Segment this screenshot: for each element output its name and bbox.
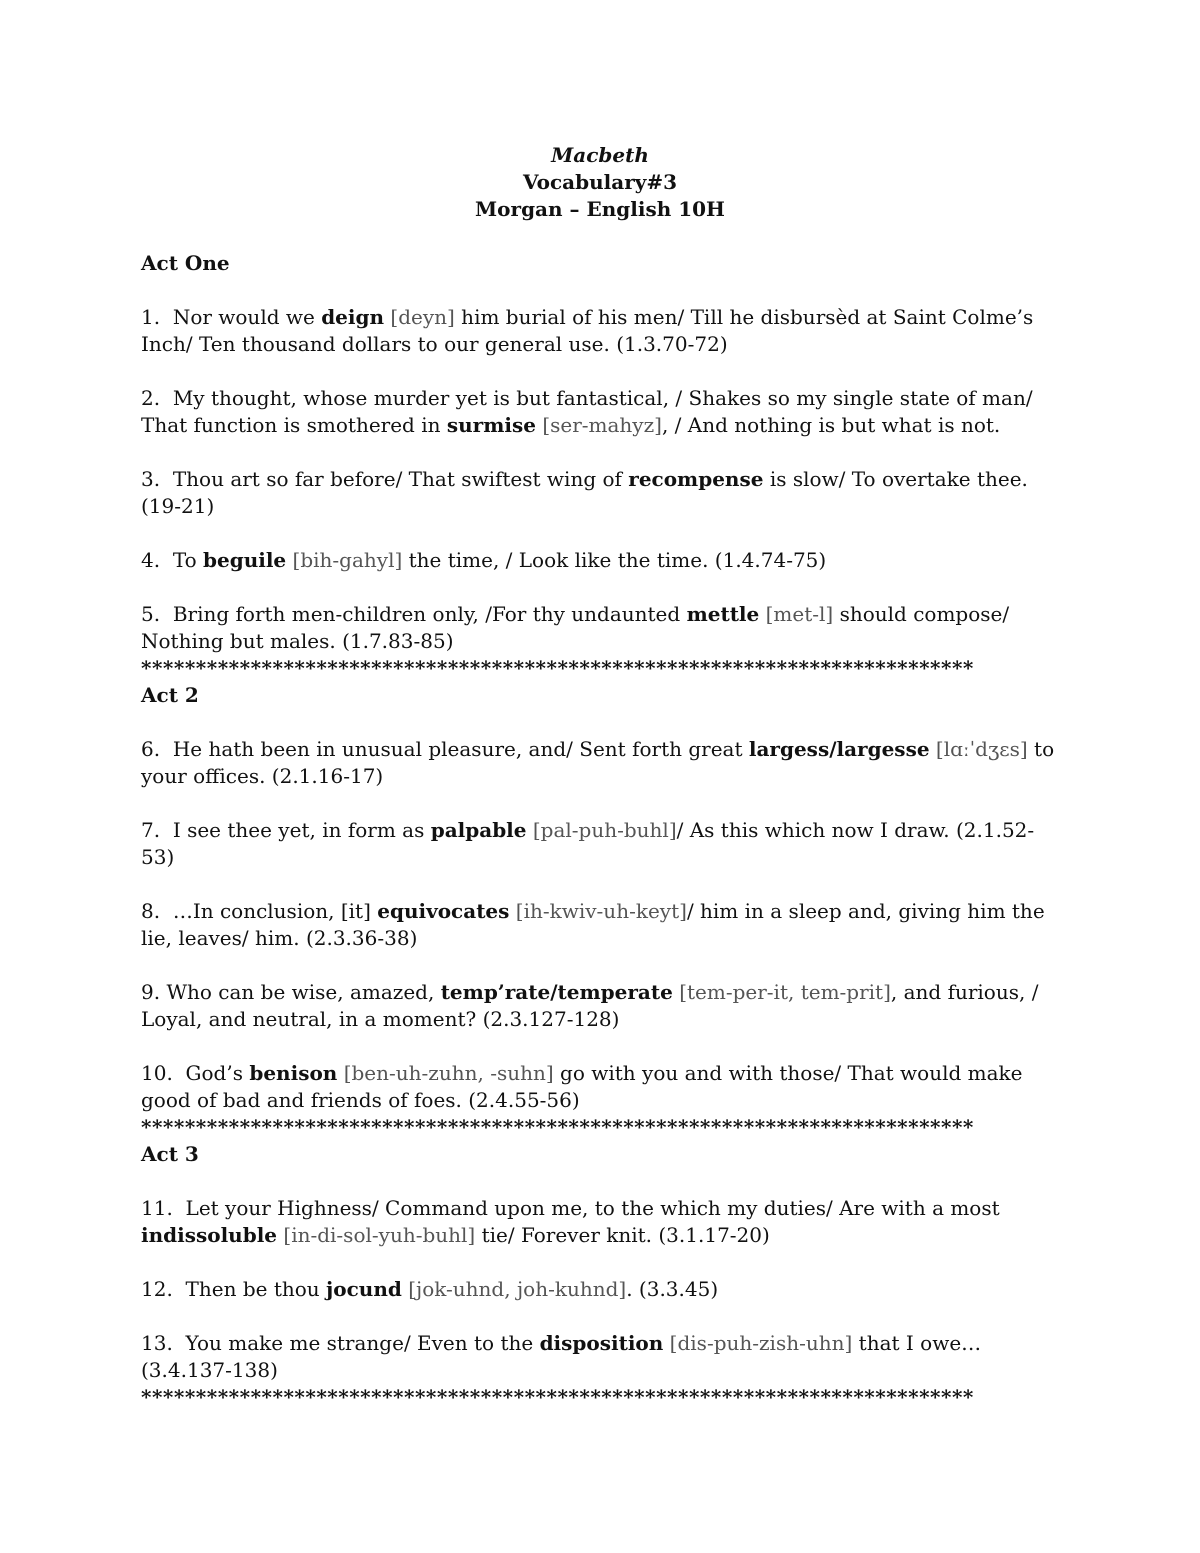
vocab-word: deign [321,305,385,329]
vocab-word: indissoluble [141,1223,278,1247]
vocab-item: 3. Thou art so far before/ That swiftest wing of recompense is slow/ To overtake thee. (19-21) [141,467,1028,518]
vocab-word: mettle [686,602,760,626]
vocabulary-list [141,250,1061,1411]
vocab-item: 10. God’s benison [ben-uh-zuhn, -suhn] go with you and with those/ That would make good of bad and friends of foes. (2.4.55-56) [141,1061,1023,1112]
course-line: Morgan – English 10H [475,197,725,221]
pronunciation: [met-l] [765,602,834,626]
section-separator: **************************************************************************** [141,1115,974,1139]
document-subtitle: Vocabulary#3 [522,170,678,194]
act-heading: Act 3 [141,1142,199,1166]
section-separator: **************************************************************************** [141,656,974,680]
document-header [0,142,1200,223]
vocab-item: 11. Let your Highness/ Command upon me, to the which my duties/ Are with a most indissoluble [in-di-sol-yuh-buhl] tie/ Forever knit. (3.1.17-20) [141,1196,1000,1247]
vocab-word: largess/largesse [748,737,930,761]
pronunciation: [ih-kwiv-uh-keyt] [515,899,687,923]
pronunciation: [pal-puh-buhl] [532,818,677,842]
pronunciation: [tem-per-it, tem-prit] [679,980,891,1004]
pronunciation: [dis-puh-zish-uhn] [669,1331,853,1355]
vocab-item: 8. …In conclusion, [it] equivocates [ih-kwiv-uh-keyt]/ him in a sleep and, giving him the lie, leaves/ him. (2.3.36-38) [141,899,1045,950]
vocab-item: 12. Then be thou jocund [jok-uhnd, joh-kuhnd]. (3.3.45) [141,1277,719,1301]
vocab-item: 5. Bring forth men-children only, /For thy undaunted mettle [met-l] should compose/ Nothing but males. (1.7.83-85) [141,602,1010,653]
document-title: Macbeth [551,143,649,167]
vocab-word: temp’rate/temperate [440,980,673,1004]
pronunciation: [in-di-sol-yuh-buhl] [283,1223,476,1247]
vocab-item: 9. Who can be wise, amazed, temp’rate/temperate [tem-per-it, tem-prit], and furious, / Loyal, and neutral, in a moment? (2.3.127-128) [141,980,1039,1031]
pronunciation: [ser-mahyz] [542,413,662,437]
vocab-word: disposition [539,1331,664,1355]
pronunciation: [bih-gahyl] [292,548,403,572]
vocab-item: 13. You make me strange/ Even to the disposition [dis-puh-zish-uhn] that I owe… (3.4.137-138) [141,1331,982,1382]
vocab-item: 7. I see thee yet, in form as palpable [pal-puh-buhl]/ As this which now I draw. (2.1.52-53) [141,818,1035,869]
act-heading: Act One [141,251,230,275]
pronunciation: [lɑːˈdʒɛs] [935,737,1028,761]
vocab-item: 6. He hath been in unusual pleasure, and/ Sent forth great largess/largesse [lɑːˈdʒɛs] to your offices. (2.1.16-17) [141,737,1055,788]
act-heading: Act 2 [141,683,199,707]
vocab-item: 2. My thought, whose murder yet is but fantastical, / Shakes so my single state of man/ That function is smothered in surmise [ser-mahyz], / And nothing is but what is not. [141,386,1033,437]
vocab-word: jocund [326,1277,402,1301]
vocab-item: 1. Nor would we deign [deyn] him burial of his men/ Till he disbursèd at Saint Colme’s Inch/ Ten thousand dollars to our general use. (1.3.70-72) [141,305,1034,356]
pronunciation: [jok-uhnd, joh-kuhnd] [408,1277,627,1301]
vocab-word: palpable [430,818,527,842]
vocab-word: beguile [203,548,287,572]
pronunciation: [ben-uh-zuhn, -suhn] [343,1061,554,1085]
pronunciation: [deyn] [390,305,455,329]
vocab-item: 4. To beguile [bih-gahyl] the time, / Look like the time. (1.4.74-75) [141,548,827,572]
section-separator: **************************************************************************** [141,1385,974,1409]
vocab-word: equivocates [377,899,510,923]
vocab-word: recompense [628,467,764,491]
vocab-word: benison [249,1061,338,1085]
vocab-word: surmise [446,413,536,437]
